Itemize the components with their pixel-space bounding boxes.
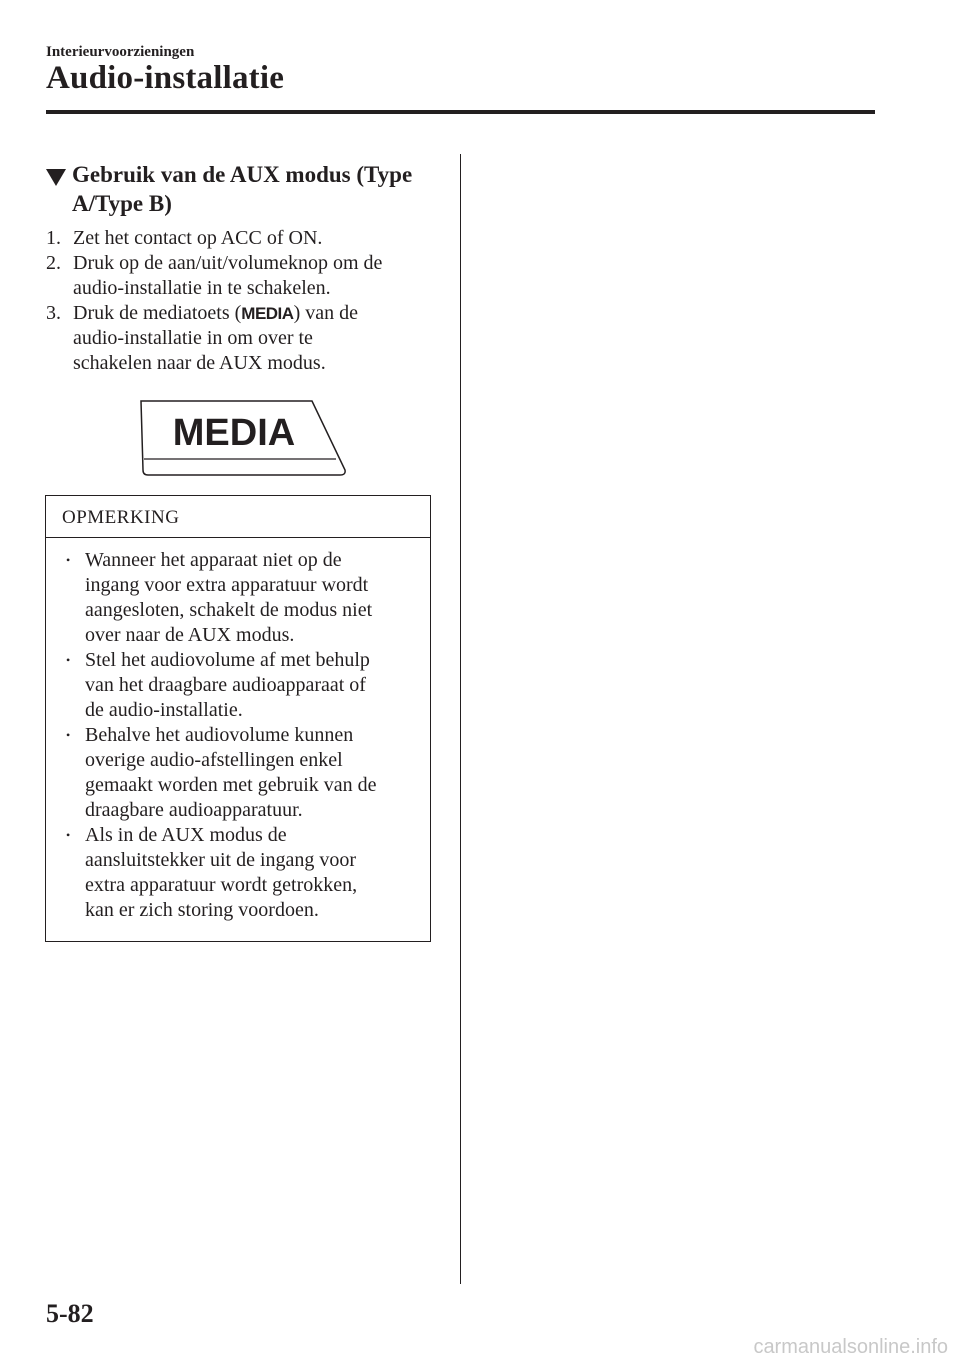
step-line: schakelen naar de AUX modus.: [73, 352, 326, 374]
step-item: [46, 301, 436, 376]
step-item: [46, 226, 436, 251]
media-button-illustration: [140, 400, 346, 476]
bullet-icon: •: [66, 653, 71, 667]
bullet-icon: •: [66, 728, 71, 742]
bullet-line: extra apparatuur wordt getrokken,: [85, 874, 358, 896]
bullet-line: Stel het audiovolume af met behulp: [85, 649, 370, 671]
note-box: [45, 495, 431, 942]
step-line: [73, 301, 436, 326]
step-number: 3.: [46, 302, 61, 324]
bullet-icon: •: [66, 828, 71, 842]
bullet-icon: •: [66, 553, 71, 567]
bullet-line: kan er zich storing voordoen.: [85, 899, 319, 921]
step-line: audio-installatie in om over te: [73, 327, 313, 349]
column-divider: [460, 154, 461, 1284]
heading-line-1: Gebruik van de AUX modus (Type: [72, 162, 413, 187]
page-number: 5-82: [46, 1299, 94, 1328]
bullet-line: Als in de AUX modus de: [85, 824, 287, 846]
section-title: Audio-installatie: [46, 60, 285, 96]
step-text: Druk de mediatoets (: [73, 302, 242, 324]
bullet-line: de audio-installatie.: [85, 699, 243, 721]
bullet-line: Wanneer het apparaat niet op de: [85, 549, 342, 571]
step-line: audio-installatie in te schakelen.: [73, 277, 331, 299]
bullet-line: gemaakt worden met gebruik van de: [85, 774, 377, 796]
bullet-line: draagbare audioapparatuur.: [85, 799, 303, 821]
bullet-line: aangesloten, schakelt de modus niet: [85, 599, 373, 621]
bullet-line: ingang voor extra apparatuur wordt: [85, 574, 369, 596]
bullet-line: aansluitstekker uit de ingang voor: [85, 849, 357, 871]
bullet-line: van het draagbare audioapparaat of: [85, 674, 366, 696]
note-bullets: [60, 548, 422, 923]
bullet-line: overige audio-afstellingen enkel: [85, 749, 343, 771]
bullet-line: over naar de AUX modus.: [85, 624, 295, 646]
step-line: Druk op de aan/uit/volumeknop om de: [73, 252, 383, 274]
note-bullet: [60, 723, 422, 823]
header-rule: [46, 110, 875, 114]
note-title: OPMERKING: [62, 507, 180, 528]
bullet-line: Behalve het audiovolume kunnen: [85, 724, 354, 746]
step-line: Zet het contact op ACC of ON.: [73, 227, 323, 249]
heading-line-2: A/Type B): [72, 191, 172, 216]
note-bullet: [60, 648, 422, 723]
step-text: ) van de: [293, 302, 358, 324]
note-bullet: [60, 823, 422, 923]
step-number: 2.: [46, 252, 61, 274]
step-number: 1.: [46, 227, 61, 249]
steps-list: [46, 226, 436, 376]
step-item: [46, 251, 436, 301]
chapter-label: Interieurvoorzieningen: [46, 44, 195, 60]
note-title-rule: [46, 537, 430, 538]
triangle-marker-icon: [46, 169, 66, 186]
media-button-icon: MEDIA: [241, 304, 294, 323]
note-bullet: [60, 548, 422, 648]
watermark: carmanualsonline.info: [753, 1336, 948, 1358]
media-button-label: MEDIA: [172, 412, 296, 454]
